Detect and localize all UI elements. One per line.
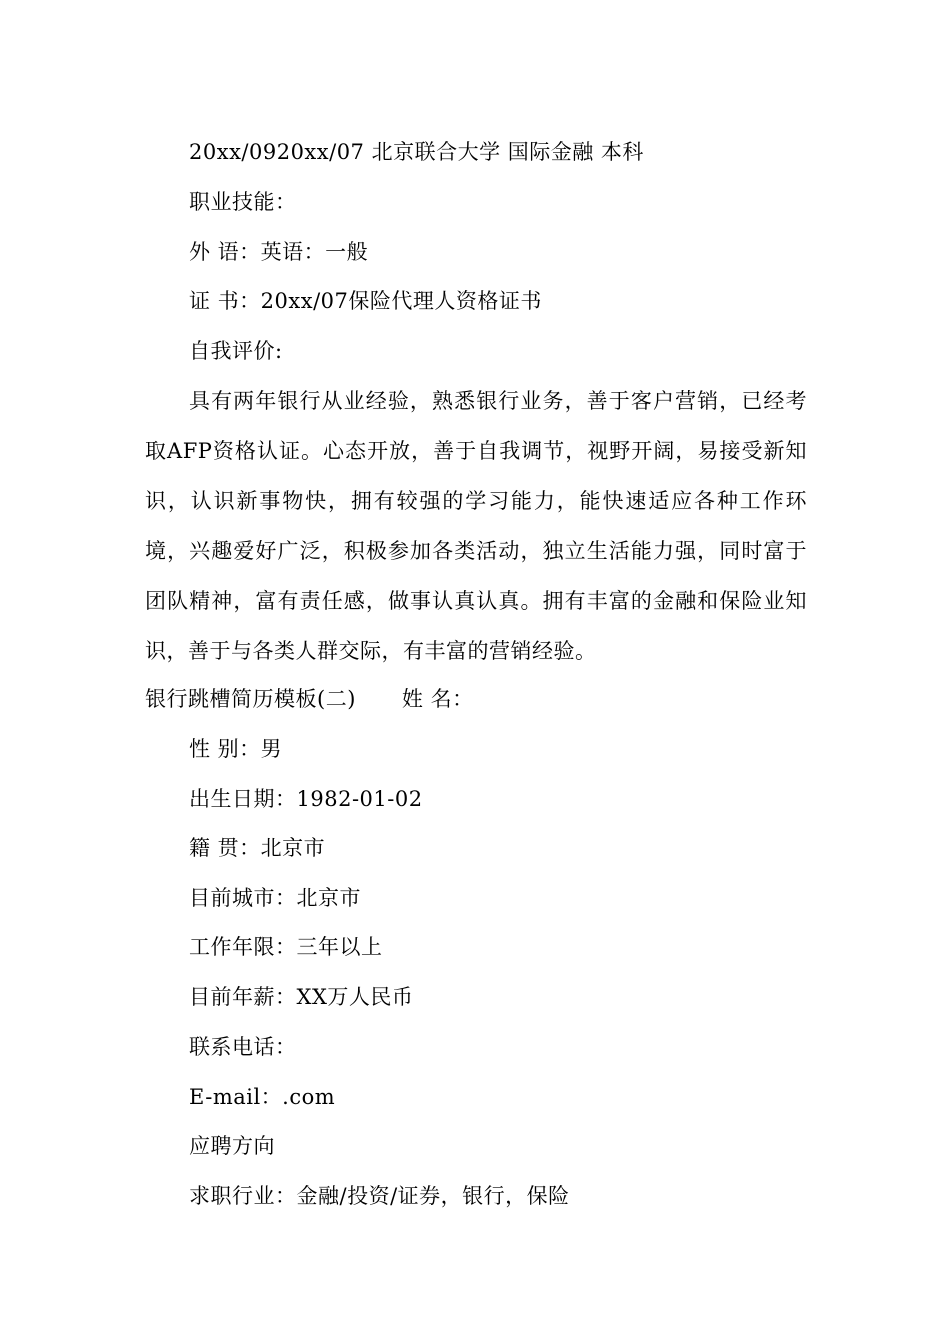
current-city-field: 目前城市：北京市 — [189, 886, 361, 910]
template-two-heading-row — [145, 674, 807, 724]
skills-heading: 职业技能： — [189, 190, 297, 214]
target-industry-field: 求职行业：金融/投资/证券，银行，保险 — [189, 1184, 570, 1208]
template-two-title: 银行跳槽简历模板(二) — [145, 687, 356, 711]
job-intent-heading: 应聘方向 — [189, 1134, 275, 1158]
language-skill: 外 语：英语：一般 — [189, 240, 369, 264]
self-evaluation-heading: 自我评价: — [189, 339, 283, 363]
certificate-line: 证 书：20xx/07保险代理人资格证书 — [189, 289, 542, 313]
education-line: 20xx/0920xx/07 北京联合大学 国际金融 本科 — [189, 140, 644, 164]
email-field: E-mail：.com — [189, 1085, 336, 1109]
gender-field: 性 别：男 — [189, 737, 283, 761]
self-evaluation-paragraph: 具有两年银行从业经验，熟悉银行业务，善于客户营销，已经考取AFP资格认证。心态开放，善于自我调节，视野开阔，易接受新知识，认识新事物快，拥有较强的学习能力，能快速适应各种工作环境，兴趣爱好广泛，积极参加各类活动，独立生活能力强，同时富于团队精神，富有责任感，做事认真认真。拥有丰富的金融和保险业知识，善于与各类人群交际，有丰富的营销经验。 — [145, 389, 807, 663]
current-salary-field: 目前年薪：XX万人民币 — [189, 985, 414, 1009]
native-place-field: 籍 贯：北京市 — [189, 836, 326, 860]
name-label: 姓 名： — [401, 687, 474, 711]
work-years-field: 工作年限：三年以上 — [189, 935, 383, 959]
birth-date-field: 出生日期：1982-01-02 — [189, 787, 423, 811]
phone-field: 联系电话： — [189, 1035, 297, 1059]
